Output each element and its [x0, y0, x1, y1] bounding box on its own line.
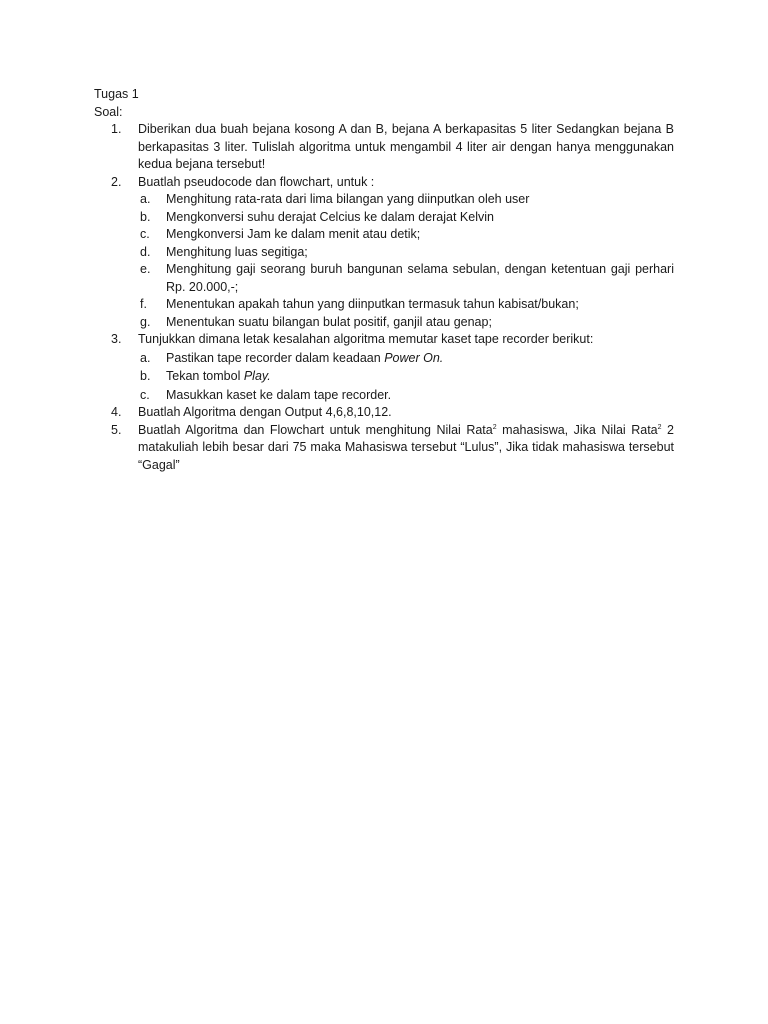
superscript: 2 — [657, 423, 662, 431]
sub-question-letter: b. — [140, 369, 151, 383]
question-3 — [94, 331, 674, 404]
question-4 — [94, 404, 674, 422]
sub-question-text: Menghitung gaji seorang buruh bangunan selama sebulan, dengan ketentuan gaji perhari Rp. 20.000,-; — [166, 262, 674, 294]
question-number: 3. — [111, 332, 122, 346]
document-page — [94, 86, 674, 474]
question-number: 5. — [111, 422, 122, 437]
sub-question-text: Mengkonversi Jam ke dalam menit atau detik; — [166, 227, 421, 241]
sub-question-list — [138, 191, 674, 331]
sub-question — [138, 387, 674, 405]
question-number: 4. — [111, 405, 122, 419]
sub-question-text: Menghitung rata-rata dari lima bilangan yang diinputkan oleh user — [166, 192, 530, 206]
sub-question — [138, 350, 674, 368]
sub-question-letter: g. — [140, 314, 151, 329]
sub-question-letter: c. — [140, 227, 150, 241]
document-title: Tugas 1 — [94, 87, 139, 101]
sub-question-letter: a. — [140, 350, 151, 365]
sub-question-letter: f. — [140, 297, 147, 311]
question-text: Buatlah Algoritma dengan Output 4,6,8,10,12. — [138, 405, 392, 419]
question-number: 1. — [111, 122, 122, 136]
sub-question-text: Menentukan suatu bilangan bulat positif, ganjil atau genap; — [166, 314, 492, 329]
sub-question — [138, 368, 674, 386]
sub-question-text: Masukkan kaset ke dalam tape recorder. — [166, 387, 392, 402]
sub-question-text: Mengkonversi suhu derajat Celcius ke dalam derajat Kelvin — [166, 209, 494, 224]
sub-question-emphasis: Power On. — [384, 350, 444, 365]
sub-question — [138, 209, 674, 227]
sub-question — [138, 314, 674, 332]
question-5 — [94, 422, 674, 475]
sub-question — [138, 296, 674, 314]
sub-question-text: Tekan tombol — [166, 369, 244, 383]
sub-question — [138, 191, 674, 209]
sub-question-text: Pastikan tape recorder dalam keadaan — [166, 350, 385, 365]
sub-question — [138, 244, 674, 262]
question-text-part-b: mahasiswa, Jika Nilai Rata — [496, 422, 658, 437]
question-list — [94, 121, 674, 474]
sub-question-emphasis: Play. — [243, 369, 271, 383]
sub-question — [138, 261, 674, 296]
sub-question-letter: a. — [140, 192, 151, 206]
question-number: 2. — [111, 174, 122, 189]
superscript: 2 — [492, 423, 497, 431]
question-text-part-c: 2 matakuliah lebih besar dari 75 maka Mahasiswa tersebut “Lulus”, Jika tidak mahasiswa tersebut “Gagal” — [138, 422, 674, 472]
question-2 — [94, 174, 674, 332]
sub-question-text: Menghitung luas segitiga; — [166, 244, 308, 259]
question-text-part-a: Buatlah Algoritma dan Flowchart untuk menghitung Nilai Rata — [138, 422, 493, 437]
sub-question-letter: e. — [140, 262, 151, 276]
question-text: Diberikan dua buah bejana kosong A dan B, bejana A berkapasitas 5 liter Sedangkan bejana B berkapasitas 3 liter. Tulislah algoritma untuk mengambil 4 liter air dengan hanya menggunakan kedua bejana tersebut! — [138, 122, 674, 171]
document-subtitle: Soal: — [94, 104, 123, 119]
sub-question-list — [138, 350, 674, 405]
sub-question — [138, 226, 674, 244]
sub-question-letter: b. — [140, 209, 151, 224]
sub-question-letter: d. — [140, 244, 151, 259]
sub-question-letter: c. — [140, 387, 150, 402]
question-text: Tunjukkan dimana letak kesalahan algoritma memutar kaset tape recorder berikut: — [138, 332, 594, 346]
question-text: Buatlah pseudocode dan flowchart, untuk : — [138, 174, 375, 189]
sub-question-text: Menentukan apakah tahun yang diinputkan termasuk tahun kabisat/bukan; — [166, 297, 579, 311]
question-1 — [94, 121, 674, 174]
